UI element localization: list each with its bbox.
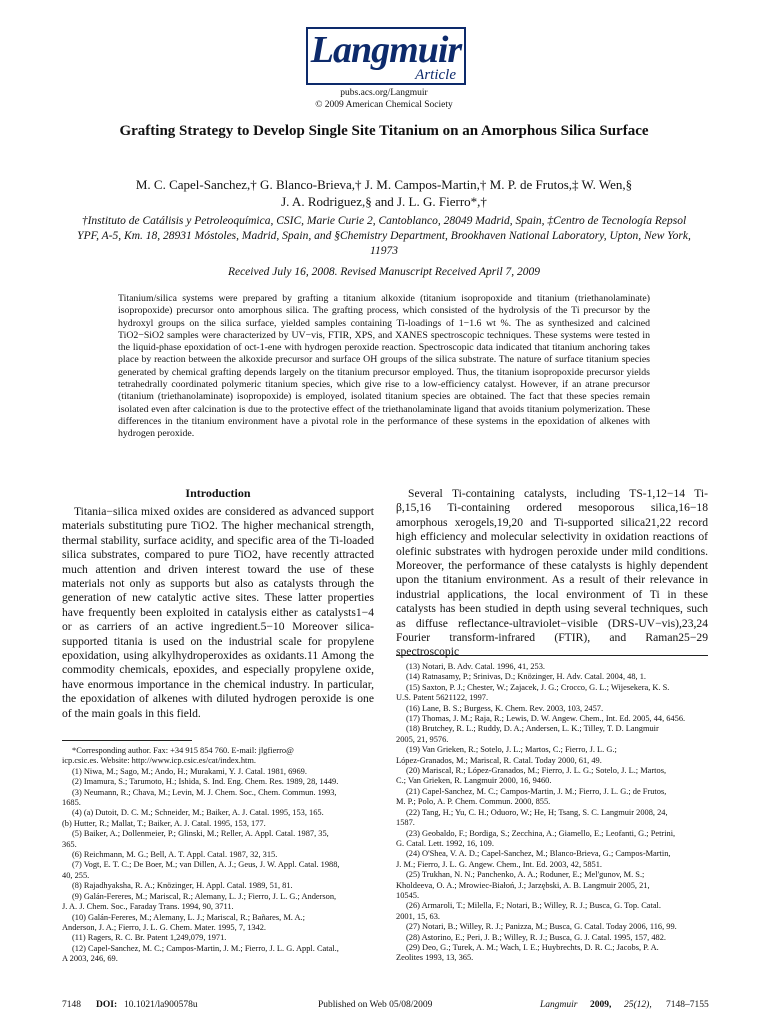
footnote-line: 10545. <box>396 890 420 900</box>
footer-pages: 7148–7155 <box>666 1000 709 1010</box>
footnote-line: (7) Vogt, E. T. C.; De Boer, M.; van Dillen, A. J.; Geus, J. W. Appl. Catal. 1988, <box>72 860 340 870</box>
footnote-line: (24) O'Shea, V. A. D.; Capel-Sanchez, M.; Blanco-Brieva, G.; Campos-Martin, <box>406 849 671 859</box>
footer-journal: Langmuir <box>540 1000 578 1010</box>
received-dates: Received July 16, 2008. Revised Manuscript Received April 7, 2009 <box>227 266 541 278</box>
footnote-line: A 2003, 246, 69. <box>62 954 118 964</box>
footer-year: 2009, <box>590 1000 612 1010</box>
authors-line-1: M. C. Capel-Sanchez,† G. Blanco-Brieva,† J. M. Campos-Martin,† M. P. de Frutos,‡ W. Wen,§ <box>135 177 633 192</box>
footnote-line: Kholdeeva, O. A.; Mrowiec-Białoń, J.; Jarzębski, A. B. Langmuir 2005, 21, <box>396 880 650 890</box>
logo-main-text: Langmuir <box>310 29 462 71</box>
footnote-line: (11) Ragers, R. C. Br. Patent 1,249,079, 1971. <box>72 933 227 943</box>
intro-heading: Introduction <box>185 486 251 500</box>
footnote-line: (20) Mariscal, R.; López-Granados, M.; Fierro, J. L. G.; Sotelo, J. L.; Martos, <box>406 766 667 776</box>
footnote-line: (26) Armaroli, T.; Milella, F.; Notari, B.; Willey, R. J.; Busca, G. Top. Catal. <box>406 901 661 911</box>
footnote-line: (19) Van Grieken, R.; Sotelo, J. L.; Martos, C.; Fierro, J. L. G.; <box>406 745 617 755</box>
footnote-line: (28) Astorino, E.; Peri, J. B.; Willey, R. J.; Busca, G. J. Catal. 1995, 157, 482. <box>406 932 666 942</box>
footnote-line: M. P.; Polo, A. P. Chem. Commun. 2000, 855. <box>396 797 551 807</box>
footnote-line: (23) Geobaldo, F.; Bordiga, S.; Zecchina, A.; Giamello, E.; Leofanti, G.; Petrini, <box>406 828 676 838</box>
footnote-line: (6) Reichmann, M. G.; Bell, A. T. Appl. Catal. 1987, 32, 315. <box>72 850 278 860</box>
footnote-line: Anderson, J. A.; Fierro, J. L. G. Chem. Mater. 1995, 7, 1342. <box>62 922 267 932</box>
footnote-line: (18) Brutchey, R. L.; Ruddy, D. A.; Andersen, L. K.; Tilley, T. D. Langmuir <box>406 724 659 734</box>
footnote-line: icp.csic.es. Website: http://www.icp.csic.es/cat/index.htm. <box>62 756 256 766</box>
journal-url[interactable]: pubs.acs.org/Langmuir <box>340 88 428 98</box>
footnote-line: Zeolites 1993, 13, 365. <box>396 953 474 963</box>
footnote-line: (14) Ratnasamy, P.; Srinivas, D.; Knözinger, H. Adv. Catal. 2004, 48, 1. <box>406 672 647 682</box>
footnote-line: 40, 255. <box>62 870 90 880</box>
footnote-line: (12) Capel-Sanchez, M. C.; Campos-Martin, J. M.; Fierro, J. L. G. Appl. Catal., <box>72 943 339 953</box>
intro-right-text: Several Ti-containing catalysts, including TS-1,12−14 Ti-β,15,16 Ti-containing ordered mesoporous silica,16−18 amorphous xerogels,19,20 and Ti-supported silica21,22 record high efficiency and molecular selectivity in oxidation reactions of olefinic substrates with hydrogen peroxide under mild conditions. Moreover, the performance of these catalysts is highly dependent upon the titanium environment. As a result of their relevance in industrial applications, the local environment of Ti in these catalysts has been studied in depth using several techniques, such as diffuse reflectance-ultraviolet−visible (DRS-UV−vis),23,24 Fourier transform-infrared (FTIR), and Raman25−29 spectroscopic <box>396 487 708 659</box>
footnote-line: J. M.; Fierro, J. L. G. Angew. Chem., Int. Ed. 2003, 42, 5851. <box>396 859 603 869</box>
article-title: Grafting Strategy to Develop Single Site Titanium on an Amorphous Silica Surface <box>119 123 649 139</box>
logo-sub-text: Article <box>415 67 456 83</box>
footnote-line: López-Granados, M.; Mariscal, R. Catal. Today 2000, 61, 49. <box>396 755 602 765</box>
abstract: Titanium/silica systems were prepared by grafting a titanium alkoxide (titanium isopropoxide and titanium (triethanolaminate) isopropoxide) precursor onto amorphous silica. The grafting process, which consisted of the hydrolysis of the Ti precursor by the hydroxyl groups on the silica surface, yielded samples containing Ti-loadings of 1−1.6 wt %. The as synthesized and calcined TiO2−SiO2 samples were characterized by UV−vis, FTIR, XPS, and XANES spectroscopic techniques. These systems were tested in the liquid-phase epoxidation of oct-1-ene with hydrogen peroxide reaction. Spectroscopic data indicated that titanium anchoring takes place by reaction between the alkoxide precursor and surface OH groups of the silica substrate. The nature of surface titanium species generated by chemical grafting depends largely on the titanium precursor employed. Thus, the titanium isopropoxide precursor yields tetrahedrally coordinated polymeric titanium species, which give rise to a low-efficiency catalyst. However, if an atrane precursor (titanium (triethanolaminate) isopropoxide) is employed, isolated titanium species are obtained. The fact that these species remain isolated even after calcination is due to the protective effect of the triethanolaminate ligand that avoids titanium polymerization. These differences in the titanium environment have a pivotal role in the performance of these systems in the epoxidation of alkenes with hydrogen peroxide. <box>118 293 650 440</box>
footnote-line: (27) Notari, B.; Willey, R. J.; Panizza, M.; Busca, G. Catal. Today 2006, 116, 99. <box>406 922 677 932</box>
doi-link[interactable]: 10.1021/la900578u <box>124 1000 198 1010</box>
copyright: © 2009 American Chemical Society <box>315 100 453 110</box>
footnote-line: (13) Notari, B. Adv. Catal. 1996, 41, 253. <box>406 662 546 671</box>
affiliations: †Instituto de Catálisis y Petroleoquímica, CSIC, Marie Curie 2, Cantoblanco, 28049 Madrid, Spain, ‡Centro de Tecnología Repsol YPF, A-5, Km. 18, 28931 Móstoles, Madrid, Spain, and §Chemistry Department, Brookhaven National Laboratory, Upton, New York, 11973 <box>77 215 691 257</box>
authors-line-2: J. A. Rodriguez,§ and J. L. G. Fierro*,† <box>281 194 487 209</box>
footnotes-left <box>62 746 374 965</box>
footnote-line: (15) Saxton, P. J.; Chester, W.; Zajacek, J. G.; Crocco, G. L.; Wijesekera, K. S. <box>406 682 670 692</box>
doi-label: DOI: <box>96 1000 118 1010</box>
footnotes-right <box>396 662 708 964</box>
footnote-rule-right <box>396 655 708 656</box>
footnote-line: (8) Rajadhyaksha, R. A.; Knözinger, H. Appl. Catal. 1989, 51, 81. <box>72 881 293 891</box>
footnote-line: (21) Capel-Sanchez, M. C.; Campos-Martin, J. M.; Fierro, J. L. G.; de Frutos, <box>406 786 667 796</box>
footnote-line: G. Catal. Lett. 1992, 16, 109. <box>396 838 494 848</box>
footnote-rule-left <box>62 740 192 741</box>
footnote-line: *Corresponding author. Fax: +34 915 854 760. E-mail: jlgfierro@ <box>72 746 294 755</box>
footnote-line: 1685. <box>62 798 81 808</box>
footer-volume: 25(12), <box>624 1000 652 1010</box>
footnote-line: J. A. J. Chem. Soc., Faraday Trans. 1994, 90, 3711. <box>62 902 234 912</box>
footnote-line: C.; Van Grieken, R. Langmuir 2000, 16, 9460. <box>396 776 552 786</box>
footnote-line: (4) (a) Dutoit, D. C. M.; Schneider, M.; Baiker, A. J. Catal. 1995, 153, 165. <box>72 808 324 818</box>
footnote-line: (29) Deo, G.; Turek, A. M.; Wach, I. E.; Huybrechts, D. R. C.; Jacobs, P. A. <box>406 942 659 952</box>
footnote-line: (1) Niwa, M.; Sago, M.; Ando, H.; Murakami, Y. J. Catal. 1981, 6969. <box>72 766 307 776</box>
footnote-line: (22) Tang, H.; Yu, C. H.; Oduoro, W.; He, H; Tsang, S. C. Langmuir 2008, 24, <box>406 807 668 817</box>
footnote-line: 365. <box>62 839 77 849</box>
footnote-line: U.S. Patent 5621122, 1997. <box>396 693 489 703</box>
intro-left-text: Titania−silica mixed oxides are considered as advanced support materials substituting pure TiO2. The higher mechanical strength, thermal stability, surface acidity, and specific area of the Ti-loaded silica substrates, compared to pure TiO2, have recently attracted much attention and driven interest toward the use of these materials not only as supports but also as catalysts through the generation of new catalytic active sites. These latter properties have frequently been exploited in catalysis either as catalysts1−4 or as carriers of an active ingredient.5−10 Moreover silica-supported titania is used on the industrial scale for propylene epoxidation, using alkylhydroperoxides as oxidants.11 Among the commodity chemicals, epoxides, and especially propylene oxide, have enormous importance in the chemical industry. In particular, the epoxidation of alkenes with diluted hydrogen peroxide is one of the main goals in this field. <box>62 505 374 720</box>
footnote-line: (25) Trukhan, N. N.; Panchenko, A. A.; Roduner, E.; Mel'gunov, M. S.; <box>406 870 645 880</box>
footnote-line: (b) Hutter, R.; Mallat, T.; Baiker, A. J. Catal. 1995, 153, 177. <box>62 818 266 828</box>
footnote-line: 2001, 15, 63. <box>396 911 440 921</box>
page-number: 7148 <box>62 1000 81 1010</box>
journal-logo <box>306 27 466 85</box>
footnote-line: 2005, 21, 9576. <box>396 734 449 744</box>
footnote-line: (3) Neumann, R.; Chava, M.; Levin, M. J. Chem. Soc., Chem. Commun. 1993, <box>72 787 337 797</box>
author-list <box>80 176 688 210</box>
footnote-line: 1587. <box>396 818 415 828</box>
footnote-line: (17) Thomas, J. M.; Raja, R.; Lewis, D. W. Angew. Chem., Int. Ed. 2005, 44, 6456. <box>406 714 686 724</box>
published-date: Published on Web 05/08/2009 <box>318 1000 433 1010</box>
footnote-line: (9) Galán-Fereres, M.; Mariscal, R.; Alemany, L. J.; Fierro, J. L. G.; Anderson, <box>72 891 337 901</box>
footnote-line: (10) Galán-Fereres, M.; Alemany, L. J.; Mariscal, R.; Bañares, M. A.; <box>72 912 305 922</box>
footnote-line: (2) Imamura, S.; Tarumoto, H.; Ishida, S. Ind. Eng. Chem. Res. 1989, 28, 1449. <box>72 777 339 787</box>
footnote-line: (16) Lane, B. S.; Burgess, K. Chem. Rev. 2003, 103, 2457. <box>406 703 604 713</box>
footnote-line: (5) Baiker, A.; Dollenmeier, P.; Glinski, M.; Reller, A. Appl. Catal. 1987, 35, <box>72 829 329 839</box>
